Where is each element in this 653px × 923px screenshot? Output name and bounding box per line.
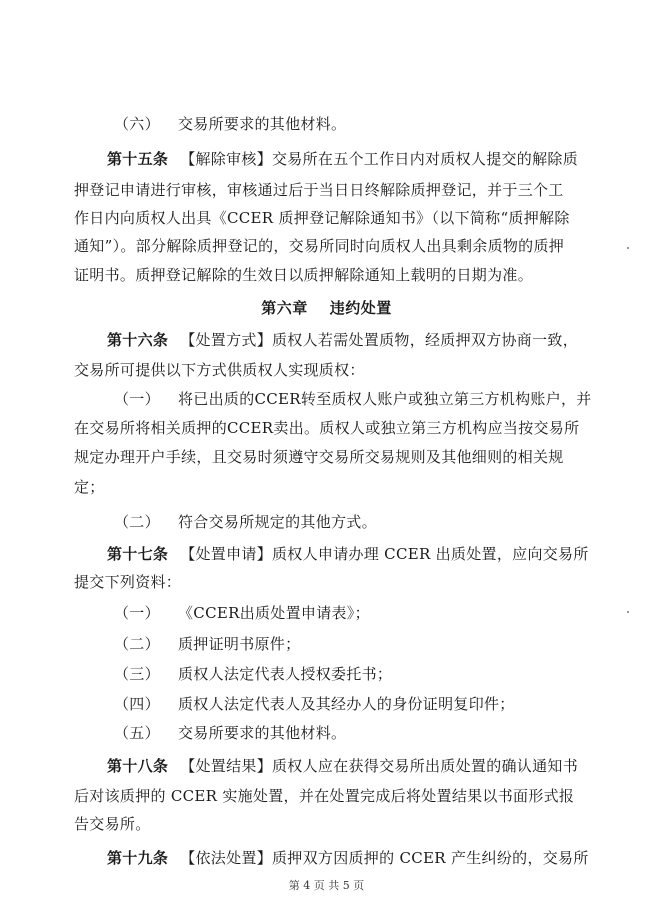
- item-text: 交易所要求的其他材料。: [178, 115, 347, 133]
- list-item: [114, 723, 593, 743]
- article-label: 第十八条: [107, 757, 169, 775]
- list-item: [114, 114, 593, 134]
- item-number: （三）: [114, 665, 160, 683]
- item-number: （二）: [114, 635, 160, 653]
- item-continuation: [74, 418, 593, 438]
- article-text: 后对该质押的 CCER 实施处置，并在处置完成后将处置结果以书面形式报: [74, 787, 575, 805]
- item-number: （五）: [114, 724, 160, 742]
- item-number: （一）: [114, 390, 160, 408]
- article-18-line-2: [74, 786, 593, 806]
- page-footer: 第 4 页 共 5 页: [288, 879, 365, 892]
- item-number: （一）: [114, 604, 160, 622]
- item-text: 规定办理开户手续，且交易时须遵守交易所交易规则及其他细则的相关规: [74, 448, 564, 466]
- article-15-line-1: [107, 149, 593, 169]
- article-19-line-1: [107, 848, 593, 868]
- article-15-line-3: [74, 208, 593, 228]
- item-text: 符合交易所规定的其他方式。: [178, 513, 377, 531]
- article-label: 第十九条: [107, 849, 169, 867]
- list-item: [114, 603, 593, 623]
- article-text: 作日内向质权人出具《CCER 质押登记解除通知书》（以下简称“质押解除: [74, 209, 570, 227]
- article-text: 证明书。质押登记解除的生效日以质押解除通知上载明的日期为准。: [74, 266, 534, 284]
- list-item: [114, 389, 593, 409]
- scan-speck: [627, 611, 629, 613]
- item-text: 质押证明书原件；: [178, 635, 301, 653]
- chapter-number: 第六章: [261, 299, 308, 317]
- article-text: 【依法处置】质押双方因质押的 CCER 产生纠纷的，交易所: [180, 849, 589, 867]
- article-text: 【处置方式】质权人若需处置质物，经质押双方协商一致，: [180, 331, 579, 349]
- article-16-line-2: [74, 360, 593, 380]
- article-text: 提交下列资料：: [74, 573, 182, 591]
- article-text: 交易所可提供以下方式供质权人实现质权：: [74, 361, 365, 379]
- list-item: [114, 634, 593, 654]
- article-text: 【处置结果】质权人应在获得交易所出质处置的确认通知书: [180, 757, 579, 775]
- list-item: [114, 664, 593, 684]
- article-text: 通知”）。部分解除质押登记的，交易所同时向质权人出具剩余质物的质押: [74, 237, 565, 255]
- article-text: 【处置申请】质权人申请办理 CCER 出质处置，应向交易所: [180, 545, 589, 563]
- item-text: 质权人法定代表人及其经办人的身份证明复印件；: [178, 695, 515, 713]
- article-text: 告交易所。: [74, 815, 151, 833]
- article-15-line-2: [74, 180, 593, 200]
- article-text: 押登记申请进行审核，审核通过后于当日日终解除质押登记，并于三个工: [74, 181, 564, 199]
- item-text: 《CCER出质处置申请表》；: [178, 604, 370, 622]
- article-15-line-4: [74, 236, 593, 256]
- item-number: （六）: [114, 115, 160, 133]
- item-text: 在交易所将相关质押的CCER卖出。质权人或独立第三方机构应当按交易所: [74, 419, 580, 437]
- article-17-line-1: [107, 544, 593, 564]
- item-text: 交易所要求的其他材料。: [178, 724, 347, 742]
- article-18-line-3: [74, 814, 593, 834]
- list-item: [114, 694, 593, 714]
- article-label: 第十六条: [107, 331, 169, 349]
- item-text: 质权人法定代表人授权委托书；: [178, 665, 393, 683]
- article-18-line-1: [107, 756, 593, 776]
- article-17-line-2: [74, 572, 593, 592]
- item-number: （四）: [114, 695, 160, 713]
- item-number: （二）: [114, 513, 160, 531]
- list-item: [114, 512, 593, 532]
- article-16-line-1: [107, 330, 593, 350]
- article-label: 第十五条: [107, 150, 169, 168]
- item-continuation: [74, 447, 593, 467]
- article-15-line-5: [74, 265, 593, 285]
- item-continuation: [74, 477, 593, 497]
- chapter-heading: [0, 297, 653, 318]
- item-text: 将已出质的CCER转至质权人账户或独立第三方机构账户，并: [178, 390, 592, 408]
- article-label: 第十七条: [107, 545, 169, 563]
- item-text: 定；: [74, 478, 105, 496]
- article-text: 【解除审核】交易所在五个工作日内对质权人提交的解除质: [180, 150, 579, 168]
- scan-speck: [627, 247, 629, 249]
- chapter-title: 违约处置: [329, 299, 392, 317]
